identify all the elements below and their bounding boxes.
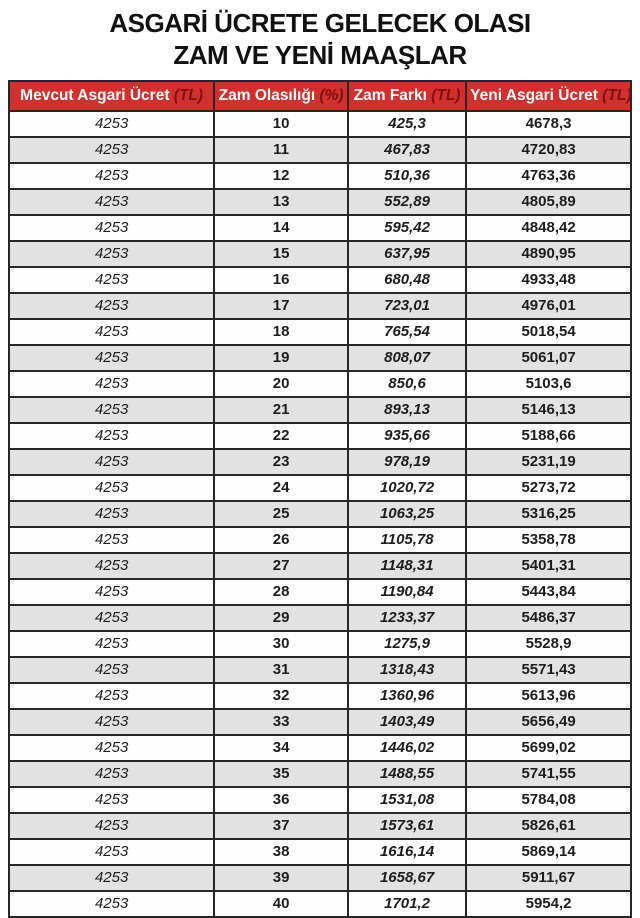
table-cell: 37 (214, 813, 348, 839)
table-cell: 510,36 (348, 163, 466, 189)
table-row (9, 735, 631, 761)
table-cell: 29 (214, 605, 348, 631)
table-cell: 5954,2 (466, 891, 631, 917)
table-cell: 4253 (9, 865, 214, 891)
table-cell: 5358,78 (466, 527, 631, 553)
table-cell: 1020,72 (348, 475, 466, 501)
table-cell: 4253 (9, 163, 214, 189)
column-header-unit: (%) (319, 87, 344, 104)
table-cell: 4253 (9, 813, 214, 839)
table-row (9, 345, 631, 371)
table-cell: 850,6 (348, 371, 466, 397)
table-cell: 28 (214, 579, 348, 605)
table-cell: 4253 (9, 215, 214, 241)
table-cell: 5273,72 (466, 475, 631, 501)
table-cell: 5699,02 (466, 735, 631, 761)
table-cell: 17 (214, 293, 348, 319)
table-cell: 1148,31 (348, 553, 466, 579)
table-cell: 25 (214, 501, 348, 527)
table-cell: 15 (214, 241, 348, 267)
table-row (9, 553, 631, 579)
table-cell: 31 (214, 657, 348, 683)
table-cell: 4253 (9, 293, 214, 319)
table-cell: 4253 (9, 241, 214, 267)
table-row (9, 423, 631, 449)
table-cell: 5826,61 (466, 813, 631, 839)
table-row (9, 111, 631, 137)
table-cell: 30 (214, 631, 348, 657)
table-cell: 5869,14 (466, 839, 631, 865)
table-cell: 20 (214, 371, 348, 397)
table-row (9, 527, 631, 553)
table-cell: 26 (214, 527, 348, 553)
table-cell: 1616,14 (348, 839, 466, 865)
table-cell: 978,19 (348, 449, 466, 475)
table-row (9, 319, 631, 345)
table-cell: 935,66 (348, 423, 466, 449)
table-cell: 1701,2 (348, 891, 466, 917)
table-row (9, 137, 631, 163)
table-row (9, 397, 631, 423)
table-cell: 4933,48 (466, 267, 631, 293)
table-row (9, 163, 631, 189)
table-cell: 5784,08 (466, 787, 631, 813)
table-cell: 23 (214, 449, 348, 475)
table-cell: 4253 (9, 397, 214, 423)
table-cell: 1275,9 (348, 631, 466, 657)
table-cell: 4253 (9, 501, 214, 527)
table-cell: 4253 (9, 527, 214, 553)
table-cell: 4253 (9, 683, 214, 709)
table-cell: 38 (214, 839, 348, 865)
table-cell: 4678,3 (466, 111, 631, 137)
table-cell: 4253 (9, 319, 214, 345)
table-cell: 4253 (9, 553, 214, 579)
table-row (9, 579, 631, 605)
table-cell: 4253 (9, 371, 214, 397)
table-row (9, 189, 631, 215)
table-cell: 723,01 (348, 293, 466, 319)
table-cell: 11 (214, 137, 348, 163)
table-header-row (9, 81, 631, 111)
column-header-unit: (TL) (173, 87, 204, 104)
table-cell: 4253 (9, 761, 214, 787)
table-cell: 4253 (9, 267, 214, 293)
table-cell: 5656,49 (466, 709, 631, 735)
table-row (9, 865, 631, 891)
table-cell: 5571,43 (466, 657, 631, 683)
table-row (9, 813, 631, 839)
table-cell: 5103,6 (466, 371, 631, 397)
title-line-1: ASGARİ ÜCRETE GELECEK OLASI (109, 8, 531, 38)
table-cell: 5146,13 (466, 397, 631, 423)
table-cell: 4253 (9, 657, 214, 683)
table-cell: 4253 (9, 423, 214, 449)
table-cell: 4253 (9, 189, 214, 215)
table-cell: 4253 (9, 137, 214, 163)
table-row (9, 657, 631, 683)
table-cell: 5613,96 (466, 683, 631, 709)
column-header-unit: (TL) (602, 87, 632, 104)
table-cell: 4763,36 (466, 163, 631, 189)
table-cell: 680,48 (348, 267, 466, 293)
table-row (9, 267, 631, 293)
table-cell: 4253 (9, 579, 214, 605)
wage-table (8, 80, 632, 918)
table-cell: 1446,02 (348, 735, 466, 761)
table-row (9, 761, 631, 787)
table-cell: 18 (214, 319, 348, 345)
table-cell: 21 (214, 397, 348, 423)
table-cell: 5061,07 (466, 345, 631, 371)
column-header-unit: (TL) (431, 87, 461, 104)
table-cell: 4253 (9, 111, 214, 137)
table-cell: 39 (214, 865, 348, 891)
table-cell: 5401,31 (466, 553, 631, 579)
table-cell: 5443,84 (466, 579, 631, 605)
table-row (9, 449, 631, 475)
table-row (9, 683, 631, 709)
table-cell: 4253 (9, 839, 214, 865)
table-cell: 765,54 (348, 319, 466, 345)
table-cell: 1063,25 (348, 501, 466, 527)
table-cell: 4253 (9, 605, 214, 631)
table-row (9, 709, 631, 735)
table-cell: 19 (214, 345, 348, 371)
table-cell: 4720,83 (466, 137, 631, 163)
table-cell: 36 (214, 787, 348, 813)
table-cell: 1531,08 (348, 787, 466, 813)
table-cell: 35 (214, 761, 348, 787)
column-header: Yeni Asgari Ücret (TL) (466, 81, 631, 111)
table-row (9, 839, 631, 865)
table-cell: 4890,95 (466, 241, 631, 267)
table-cell: 1233,37 (348, 605, 466, 631)
table-cell: 34 (214, 735, 348, 761)
table-cell: 552,89 (348, 189, 466, 215)
table-cell: 12 (214, 163, 348, 189)
table-cell: 10 (214, 111, 348, 137)
table-cell: 5528,9 (466, 631, 631, 657)
table-cell: 4805,89 (466, 189, 631, 215)
table-cell: 16 (214, 267, 348, 293)
table-cell: 637,95 (348, 241, 466, 267)
table-row (9, 787, 631, 813)
table-row (9, 631, 631, 657)
table-cell: 13 (214, 189, 348, 215)
table-cell: 5018,54 (466, 319, 631, 345)
table-cell: 1488,55 (348, 761, 466, 787)
table-cell: 4253 (9, 709, 214, 735)
table-cell: 1318,43 (348, 657, 466, 683)
table-cell: 4253 (9, 345, 214, 371)
table-cell: 1403,49 (348, 709, 466, 735)
table-row (9, 371, 631, 397)
table-cell: 467,83 (348, 137, 466, 163)
table-cell: 5188,66 (466, 423, 631, 449)
table-cell: 4253 (9, 475, 214, 501)
column-header: Zam Olasılığı (%) (214, 81, 348, 111)
table-cell: 22 (214, 423, 348, 449)
table-cell: 893,13 (348, 397, 466, 423)
table-row (9, 501, 631, 527)
table-row (9, 605, 631, 631)
page-title (0, 7, 640, 71)
table-cell: 425,3 (348, 111, 466, 137)
table-cell: 5911,67 (466, 865, 631, 891)
table-body (9, 111, 631, 917)
table-cell: 4253 (9, 891, 214, 917)
table-cell: 4848,42 (466, 215, 631, 241)
table-row (9, 293, 631, 319)
table-cell: 27 (214, 553, 348, 579)
table-cell: 4253 (9, 735, 214, 761)
table-cell: 808,07 (348, 345, 466, 371)
table-cell: 5741,55 (466, 761, 631, 787)
table-cell: 1105,78 (348, 527, 466, 553)
table-cell: 1658,67 (348, 865, 466, 891)
table-cell: 14 (214, 215, 348, 241)
table-cell: 1190,84 (348, 579, 466, 605)
title-line-2: ZAM VE YENİ MAAŞLAR (173, 40, 467, 70)
table-row (9, 891, 631, 917)
table-row (9, 475, 631, 501)
table-cell: 5316,25 (466, 501, 631, 527)
table-cell: 5231,19 (466, 449, 631, 475)
table-cell: 33 (214, 709, 348, 735)
table-cell: 1360,96 (348, 683, 466, 709)
table-row (9, 241, 631, 267)
table-cell: 4253 (9, 449, 214, 475)
column-header: Zam Farkı (TL) (348, 81, 466, 111)
table-cell: 4253 (9, 631, 214, 657)
table-cell: 4976,01 (466, 293, 631, 319)
table-cell: 24 (214, 475, 348, 501)
table-cell: 1573,61 (348, 813, 466, 839)
table-cell: 40 (214, 891, 348, 917)
table-cell: 595,42 (348, 215, 466, 241)
table-cell: 32 (214, 683, 348, 709)
column-header: Mevcut Asgari Ücret (TL) (9, 81, 214, 111)
table-cell: 5486,37 (466, 605, 631, 631)
table-cell: 4253 (9, 787, 214, 813)
table-row (9, 215, 631, 241)
